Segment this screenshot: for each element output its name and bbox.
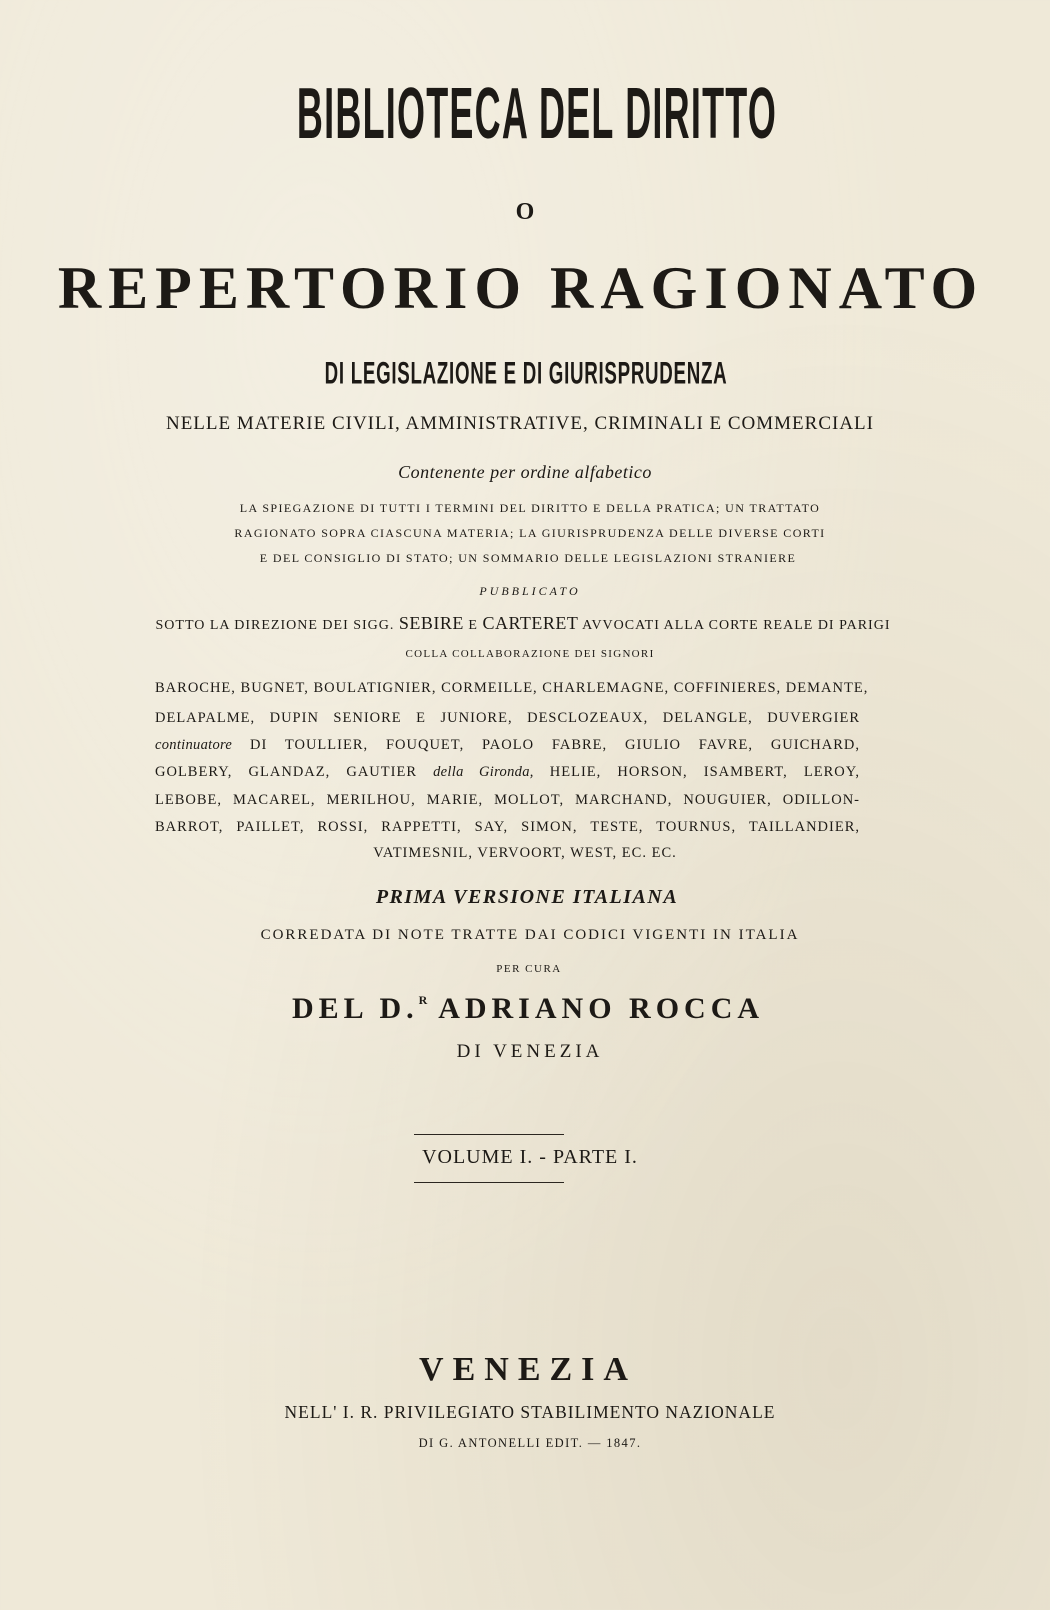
imprint-establishment: NELL' I. R. PRIVILEGIATO STABILIMENTO NAZIONALE	[284, 1402, 776, 1422]
imprint-city: VENEZIA	[419, 1351, 637, 1388]
gironda-label: della Gironda,	[433, 764, 534, 780]
curator-full-name: ADRIANO ROCCA	[438, 992, 765, 1025]
collaborators-line-7: VATIMESNIL, VERVOORT, WEST, EC. EC.	[373, 845, 677, 861]
curator-city: DI VENEZIA	[456, 1041, 604, 1062]
legislation-line: DI LEGISLAZIONE E DI GIURISPRUDENZA	[324, 354, 728, 391]
contents-line-2: RAGIONATO SOPRA CIASCUNA MATERIA; LA GIURISPRUDENZA DELLE DIVERSE CORTI	[234, 526, 826, 540]
edition-version: PRIMA VERSIONE ITALIANA	[375, 886, 679, 908]
volume-rule-top	[414, 1134, 564, 1135]
editor-carteret: CARTERET	[482, 613, 579, 633]
collaborators-line-4	[155, 765, 860, 780]
curator-name	[3, 994, 1050, 1024]
contents-intro: Contenente per ordine alfabetico	[398, 462, 652, 482]
main-title: BIBLIOTECA DEL DIRITTO	[296, 73, 778, 155]
contents-line-3: E DEL CONSIGLIO DI STATO; UN SOMMARIO DELLE LEGISLAZIONI STRANIERE	[259, 551, 797, 565]
volume-label: VOLUME I. - PARTE I.	[422, 1146, 638, 1168]
direction-suffix: AVVOCATI ALLA CORTE REALE DI PARIGI	[582, 618, 891, 633]
subjects-line: NELLE MATERIE CIVILI, AMMINISTRATIVE, CRIMINALI E COMMERCIALI	[165, 413, 874, 434]
editor-sebire: SEBIRE	[398, 613, 464, 633]
collaboration-label: COLLA COLLABORAZIONE DEI SIGNORI	[405, 648, 655, 660]
direction-line	[0, 614, 1048, 633]
edition-notes: CORREDATA DI NOTE TRATTE DAI CODICI VIGENTI IN ITALIA	[260, 927, 800, 943]
curator-prefix: DEL D.	[291, 992, 419, 1025]
published-label: PUBBLICATO	[479, 584, 581, 598]
direction-prefix: SOTTO LA DIREZIONE DEI SIGG.	[155, 618, 395, 633]
volume-rule-bottom	[414, 1182, 564, 1183]
collaborators-line-5: LEBOBE, MACAREL, MERILHOU, MARIE, MOLLOT, MARCHAND, NOUGUIER, ODILLON-	[155, 792, 860, 808]
contents-line-1: LA SPIEGAZIONE DI TUTTI I TERMINI DEL DIRITTO E DELLA PRATICA; UN TRATTATO	[239, 501, 821, 515]
imprint-editor: DI G. ANTONELLI EDIT. — 1847.	[418, 1436, 642, 1450]
collaborators-line-6: BARROT, PAILLET, ROSSI, RAPPETTI, SAY, SIMON, TESTE, TOURNUS, TAILLANDIER,	[155, 819, 860, 835]
collaborators-line-4-a: GOLBERY, GLANDAZ, GAUTIER	[155, 764, 417, 780]
collaborators-line-3	[155, 738, 860, 753]
continuatore-label: continuatore	[155, 737, 233, 753]
direction-conj: E	[468, 618, 478, 633]
collaborators-line-3-text: DI TOULLIER, FOUQUET, PAOLO FABRE, GIULIO FAVRE, GUICHARD,	[250, 737, 860, 753]
per-cura-label: PER CURA	[496, 963, 562, 975]
collaborators-line-1: BAROCHE, BUGNET, BOULATIGNIER, CORMEILLE, CHARLEMAGNE, COFFINIERES, DEMANTE,	[155, 680, 869, 696]
collaborators-line-2: DELAPALME, DUPIN SENIORE E JUNIORE, DESCLOZEAUX, DELANGLE, DUVERGIER	[155, 710, 860, 726]
title-conjunction: O	[515, 199, 535, 225]
curator-superscript: R	[418, 993, 428, 1007]
subtitle: REPERTORIO RAGIONATO	[57, 255, 985, 321]
collaborators-line-4-b: HELIE, HORSON, ISAMBERT, LEROY,	[549, 764, 860, 780]
